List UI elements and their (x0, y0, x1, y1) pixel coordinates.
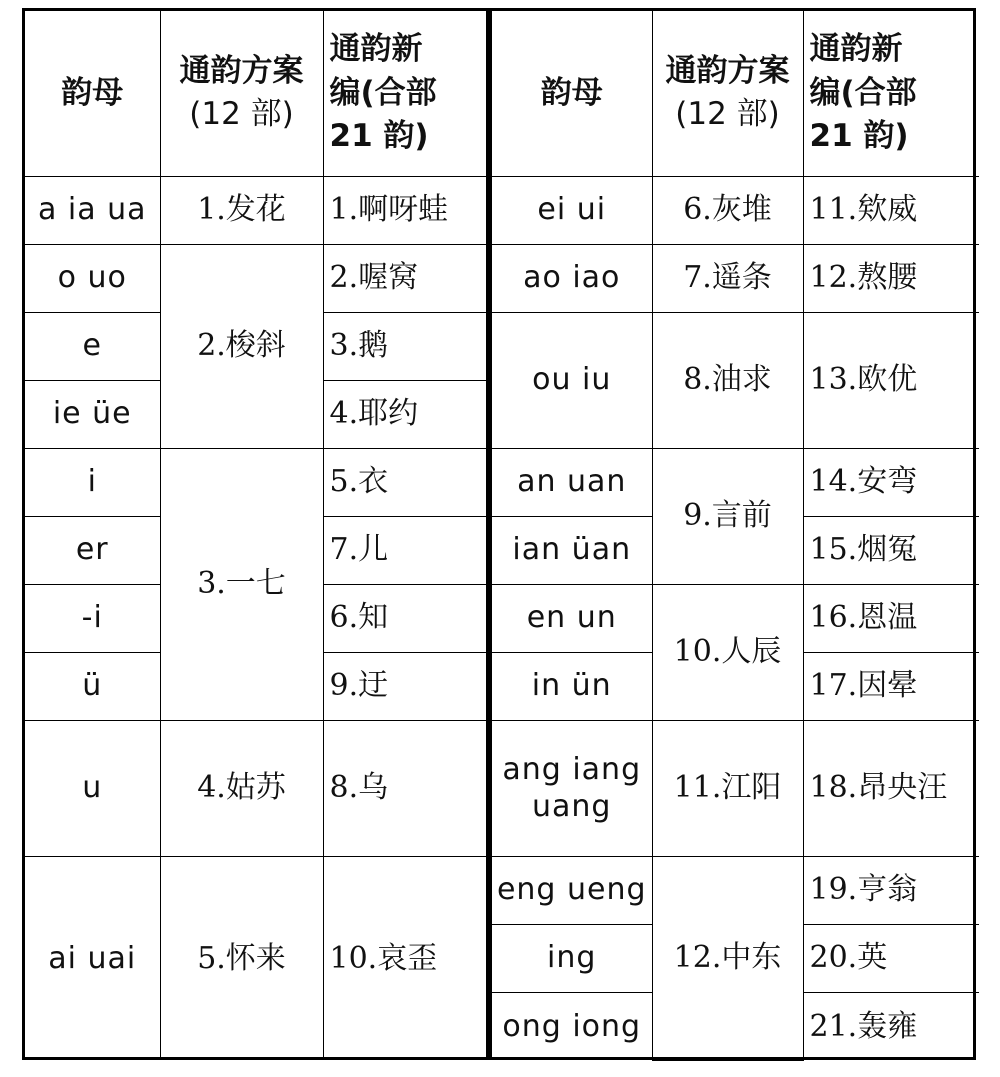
table-row (492, 312, 979, 448)
header-final: 韵母 (25, 11, 160, 176)
final-cell: o uo (25, 244, 160, 312)
tongyun-cell: 6.灰堆 (652, 176, 803, 244)
tongyun-cell: 5.怀来 (160, 856, 323, 1060)
xinbian-cell: 9.迂 (323, 652, 486, 720)
table-row (25, 176, 486, 244)
rhyme-table (22, 8, 976, 1060)
xinbian-cell: 15.烟冤 (803, 516, 979, 584)
xinbian-cell: 20.英 (803, 924, 979, 992)
tongyun-cell: 10.人辰 (652, 584, 803, 720)
final-cell: i (25, 448, 160, 516)
header-tongyun: 通韵方案 (12 部) (652, 11, 803, 176)
final-cell: eng ueng (492, 856, 652, 924)
xinbian-cell: 17.因晕 (803, 652, 979, 720)
table-row (25, 448, 486, 516)
xinbian-cell: 16.恩温 (803, 584, 979, 652)
final-cell: e (25, 312, 160, 380)
xinbian-cell: 4.耶约 (323, 380, 486, 448)
table-row (492, 176, 979, 244)
final-cell: an uan (492, 448, 652, 516)
xinbian-cell: 13.欧优 (803, 312, 979, 448)
tongyun-cell: 3.一七 (160, 448, 323, 720)
rhyme-table-right (489, 11, 979, 1057)
xinbian-cell: 14.安弯 (803, 448, 979, 516)
xinbian-cell: 18.昂央汪 (803, 720, 979, 856)
xinbian-cell: 6.知 (323, 584, 486, 652)
xinbian-cell: 5.衣 (323, 448, 486, 516)
xinbian-cell: 12.熬腰 (803, 244, 979, 312)
final-cell: ai uai (25, 856, 160, 1060)
header-xinbian: 通韵新 编(合部 21 韵) (803, 11, 979, 176)
final-cell: ei ui (492, 176, 652, 244)
header-xinbian: 通韵新 编(合部 21 韵) (323, 11, 486, 176)
final-cell: en un (492, 584, 652, 652)
tongyun-cell: 7.遥条 (652, 244, 803, 312)
tongyun-cell: 1.发花 (160, 176, 323, 244)
table-row (492, 856, 979, 924)
xinbian-cell: 10.哀歪 (323, 856, 486, 1060)
header-final: 韵母 (492, 11, 652, 176)
final-cell: ou iu (492, 312, 652, 448)
final-cell: u (25, 720, 160, 856)
tongyun-cell: 11.江阳 (652, 720, 803, 856)
table-row (25, 856, 486, 1060)
final-cell: in ün (492, 652, 652, 720)
tongyun-cell: 9.言前 (652, 448, 803, 584)
table-row (492, 244, 979, 312)
table-row (492, 448, 979, 516)
xinbian-cell: 2.喔窝 (323, 244, 486, 312)
final-cell: er (25, 516, 160, 584)
header-tongyun: 通韵方案 (12 部) (160, 11, 323, 176)
table-row (492, 584, 979, 652)
final-cell: ao iao (492, 244, 652, 312)
table-row (492, 720, 979, 856)
tongyun-cell: 2.梭斜 (160, 244, 323, 448)
final-cell: ian üan (492, 516, 652, 584)
header-row (25, 11, 486, 176)
tongyun-cell: 4.姑苏 (160, 720, 323, 856)
table-row (25, 244, 486, 312)
rhyme-table-left (25, 11, 489, 1057)
final-cell: ü (25, 652, 160, 720)
header-row (492, 11, 979, 176)
xinbian-cell: 21.轰雍 (803, 992, 979, 1060)
xinbian-cell: 8.乌 (323, 720, 486, 856)
table-row (25, 720, 486, 856)
final-cell: -i (25, 584, 160, 652)
final-cell: ong iong (492, 992, 652, 1060)
xinbian-cell: 11.欸威 (803, 176, 979, 244)
xinbian-cell: 3.鹅 (323, 312, 486, 380)
final-cell: ing (492, 924, 652, 992)
final-cell: ang iang uang (492, 720, 652, 856)
xinbian-cell: 19.亨翁 (803, 856, 979, 924)
tongyun-cell: 12.中东 (652, 856, 803, 1060)
xinbian-cell: 7.儿 (323, 516, 486, 584)
final-cell: ie üe (25, 380, 160, 448)
tongyun-cell: 8.油求 (652, 312, 803, 448)
final-cell: a ia ua (25, 176, 160, 244)
xinbian-cell: 1.啊呀蛙 (323, 176, 486, 244)
